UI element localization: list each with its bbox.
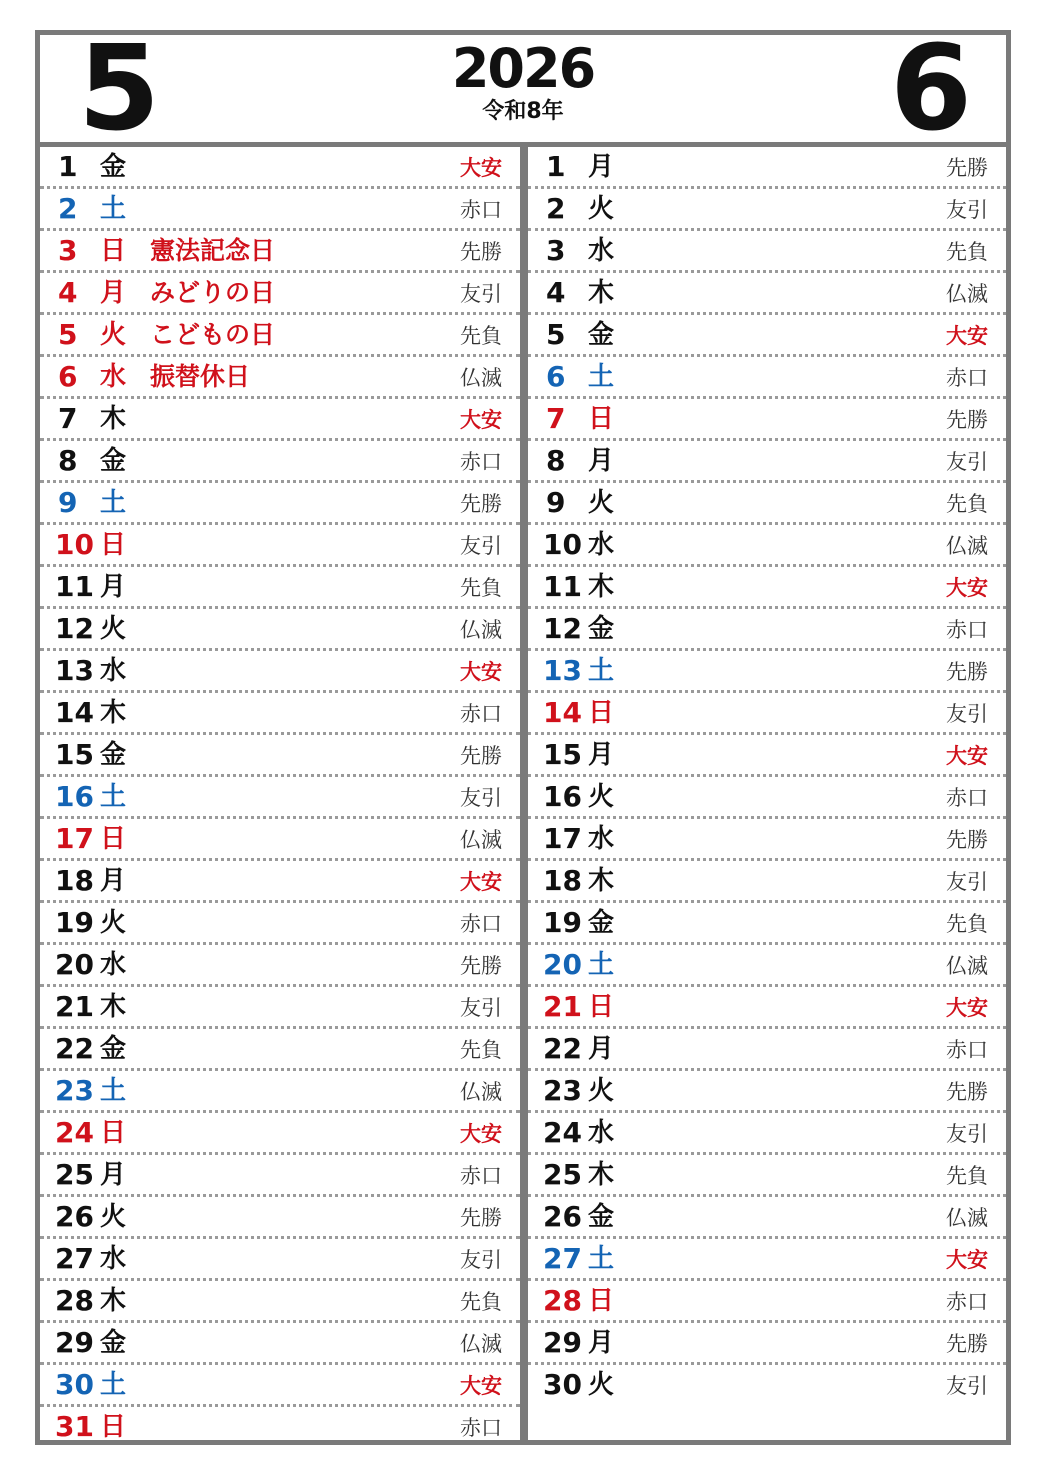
day-number: 23 <box>55 1074 94 1107</box>
rokuyo-label: 大安 <box>460 156 502 180</box>
weekday-label: 金 <box>100 446 127 476</box>
june-day-row <box>528 315 1006 357</box>
rokuyo-label: 赤口 <box>946 1290 988 1314</box>
day-number: 4 <box>546 276 566 309</box>
weekday-label: 土 <box>588 656 615 686</box>
right-month-number: 6 <box>890 19 973 157</box>
june-column <box>528 147 1006 1440</box>
day-number: 28 <box>55 1284 94 1317</box>
rokuyo-label: 仏滅 <box>460 1080 502 1104</box>
rokuyo-label: 友引 <box>946 870 988 894</box>
rokuyo-label: 先負 <box>946 1164 988 1188</box>
weekday-label: 火 <box>588 782 615 812</box>
weekday-label: 火 <box>100 320 127 350</box>
weekday-label: 日 <box>588 992 615 1022</box>
weekday-label: 水 <box>588 530 615 560</box>
june-day-row <box>528 1281 1006 1323</box>
weekday-label: 月 <box>588 1328 615 1358</box>
rokuyo-label: 大安 <box>460 660 502 684</box>
left-month-number: 5 <box>78 19 161 157</box>
june-day-row <box>528 693 1006 735</box>
rokuyo-label: 赤口 <box>460 450 502 474</box>
june-day-row <box>528 1197 1006 1239</box>
weekday-label: 日 <box>100 824 127 854</box>
weekday-label: 土 <box>588 950 615 980</box>
day-number: 1 <box>58 150 78 183</box>
weekday-label: 日 <box>588 1286 615 1316</box>
rokuyo-label: 仏滅 <box>946 1206 988 1230</box>
weekday-label: 土 <box>100 1370 127 1400</box>
rokuyo-label: 赤口 <box>460 702 502 726</box>
may-day-row <box>40 1365 520 1407</box>
calendar-frame <box>35 19 1011 1445</box>
rokuyo-label: 先負 <box>460 1290 502 1314</box>
may-day-row <box>40 273 520 315</box>
day-number: 5 <box>58 318 78 351</box>
weekday-label: 土 <box>100 1076 127 1106</box>
weekday-label: 水 <box>100 656 127 686</box>
rokuyo-label: 先勝 <box>460 492 502 516</box>
day-number: 11 <box>543 570 582 603</box>
rokuyo-label: 先勝 <box>946 408 988 432</box>
weekday-label: 木 <box>100 404 127 434</box>
rokuyo-label: 友引 <box>460 534 502 558</box>
day-number: 3 <box>58 234 78 267</box>
june-day-row <box>528 1113 1006 1155</box>
rokuyo-label: 友引 <box>946 702 988 726</box>
rokuyo-label: 先勝 <box>460 240 502 264</box>
day-number: 7 <box>546 402 566 435</box>
day-number: 23 <box>543 1074 582 1107</box>
weekday-label: 木 <box>588 278 615 308</box>
weekday-label: 水 <box>100 1244 127 1274</box>
day-number: 21 <box>543 990 582 1023</box>
day-number: 15 <box>543 738 582 771</box>
weekday-label: 土 <box>588 1244 615 1274</box>
weekday-label: 金 <box>100 1328 127 1358</box>
june-day-row <box>528 903 1006 945</box>
weekday-label: 日 <box>100 236 127 266</box>
day-number: 14 <box>55 696 94 729</box>
rokuyo-label: 赤口 <box>460 1164 502 1188</box>
day-number: 4 <box>58 276 78 309</box>
rokuyo-label: 赤口 <box>946 786 988 810</box>
weekday-label: 木 <box>588 572 615 602</box>
may-day-row <box>40 609 520 651</box>
may-day-row <box>40 945 520 987</box>
june-day-row <box>528 1365 1006 1407</box>
weekday-label: 水 <box>100 950 127 980</box>
rokuyo-label: 先勝 <box>460 1206 502 1230</box>
rokuyo-label: 大安 <box>460 1374 502 1398</box>
day-number: 22 <box>543 1032 582 1065</box>
day-number: 2 <box>58 192 78 225</box>
day-number: 26 <box>543 1200 582 1233</box>
rokuyo-label: 大安 <box>946 576 988 600</box>
weekday-label: 月 <box>100 572 127 602</box>
day-number: 10 <box>55 528 94 561</box>
june-day-row <box>528 609 1006 651</box>
day-number: 17 <box>55 822 94 855</box>
day-number: 7 <box>58 402 78 435</box>
may-day-row <box>40 1155 520 1197</box>
day-number: 24 <box>543 1116 582 1149</box>
may-day-row <box>40 399 520 441</box>
may-day-row <box>40 315 520 357</box>
may-day-row <box>40 861 520 903</box>
may-day-row <box>40 147 520 189</box>
rokuyo-label: 赤口 <box>460 198 502 222</box>
weekday-label: 火 <box>588 194 615 224</box>
rokuyo-label: 仏滅 <box>460 828 502 852</box>
day-number: 20 <box>55 948 94 981</box>
rokuyo-label: 友引 <box>946 450 988 474</box>
may-day-row <box>40 483 520 525</box>
day-number: 29 <box>55 1326 94 1359</box>
rokuyo-label: 先勝 <box>946 1080 988 1104</box>
day-number: 18 <box>543 864 582 897</box>
day-number: 15 <box>55 738 94 771</box>
june-day-row <box>528 231 1006 273</box>
weekday-label: 月 <box>588 1034 615 1064</box>
june-day-row <box>528 1239 1006 1281</box>
may-column <box>40 147 520 1443</box>
may-day-row <box>40 1239 520 1281</box>
day-number: 10 <box>543 528 582 561</box>
june-day-row <box>528 1029 1006 1071</box>
june-day-row <box>528 399 1006 441</box>
holiday-name: 憲法記念日 <box>150 236 276 265</box>
calendar-header <box>40 19 1006 157</box>
day-number: 29 <box>543 1326 582 1359</box>
weekday-label: 火 <box>588 1076 615 1106</box>
rokuyo-label: 先勝 <box>946 660 988 684</box>
may-day-row <box>40 357 520 399</box>
june-day-row <box>528 357 1006 399</box>
day-number: 9 <box>546 486 566 519</box>
rokuyo-label: 仏滅 <box>460 618 502 642</box>
rokuyo-label: 大安 <box>946 744 988 768</box>
rokuyo-label: 友引 <box>460 996 502 1020</box>
day-number: 25 <box>55 1158 94 1191</box>
may-day-row <box>40 1323 520 1365</box>
weekday-label: 日 <box>100 530 127 560</box>
rokuyo-label: 大安 <box>460 408 502 432</box>
rokuyo-label: 先勝 <box>946 1332 988 1356</box>
rokuyo-label: 先負 <box>946 912 988 936</box>
june-day-row <box>528 567 1006 609</box>
rokuyo-label: 友引 <box>460 282 502 306</box>
rokuyo-label: 先負 <box>460 324 502 348</box>
weekday-label: 月 <box>100 866 127 896</box>
rokuyo-label: 大安 <box>460 870 502 894</box>
may-day-row <box>40 651 520 693</box>
rokuyo-label: 赤口 <box>946 366 988 390</box>
day-number: 8 <box>546 444 566 477</box>
day-number: 8 <box>58 444 78 477</box>
may-day-row <box>40 1029 520 1071</box>
weekday-label: 金 <box>588 1202 615 1232</box>
may-day-row <box>40 1113 520 1155</box>
weekday-label: 日 <box>100 1118 127 1148</box>
day-number: 31 <box>55 1410 94 1443</box>
day-number: 20 <box>543 948 582 981</box>
weekday-label: 月 <box>588 446 615 476</box>
may-day-row <box>40 231 520 273</box>
weekday-label: 日 <box>100 1412 127 1442</box>
weekday-label: 金 <box>588 908 615 938</box>
june-day-row <box>528 861 1006 903</box>
weekday-label: 木 <box>100 698 127 728</box>
june-day-row <box>528 1323 1006 1365</box>
rokuyo-label: 友引 <box>460 786 502 810</box>
rokuyo-label: 先勝 <box>946 156 988 180</box>
may-day-row <box>40 1197 520 1239</box>
day-number: 19 <box>55 906 94 939</box>
day-number: 28 <box>543 1284 582 1317</box>
june-day-row <box>528 483 1006 525</box>
rokuyo-label: 仏滅 <box>460 1332 502 1356</box>
weekday-label: 金 <box>588 614 615 644</box>
may-day-row <box>40 1071 520 1113</box>
day-number: 21 <box>55 990 94 1023</box>
weekday-label: 水 <box>588 236 615 266</box>
weekday-label: 金 <box>100 740 127 770</box>
rokuyo-label: 仏滅 <box>946 282 988 306</box>
rokuyo-label: 友引 <box>460 1248 502 1272</box>
day-number: 27 <box>543 1242 582 1275</box>
day-number: 27 <box>55 1242 94 1275</box>
may-day-row <box>40 1407 520 1449</box>
day-number: 24 <box>55 1116 94 1149</box>
year-title: 2026 <box>451 37 595 100</box>
weekday-label: 土 <box>100 488 127 518</box>
june-day-row <box>528 735 1006 777</box>
day-number: 5 <box>546 318 566 351</box>
day-number: 19 <box>543 906 582 939</box>
may-day-row <box>40 525 520 567</box>
weekday-label: 火 <box>100 614 127 644</box>
weekday-label: 火 <box>100 908 127 938</box>
weekday-label: 木 <box>588 1160 615 1190</box>
rokuyo-label: 大安 <box>946 324 988 348</box>
day-number: 12 <box>55 612 94 645</box>
day-number: 30 <box>55 1368 94 1401</box>
june-day-row <box>528 189 1006 231</box>
may-day-row <box>40 567 520 609</box>
weekday-label: 金 <box>100 152 127 182</box>
may-day-row <box>40 987 520 1029</box>
rokuyo-label: 先負 <box>946 240 988 264</box>
era-label: 令和8年 <box>482 99 564 124</box>
rokuyo-label: 赤口 <box>946 618 988 642</box>
weekday-label: 水 <box>100 362 127 392</box>
rokuyo-label: 赤口 <box>460 912 502 936</box>
rokuyo-label: 赤口 <box>946 1038 988 1062</box>
weekday-label: 日 <box>588 698 615 728</box>
may-day-row <box>40 441 520 483</box>
weekday-label: 月 <box>100 1160 127 1190</box>
rokuyo-label: 友引 <box>946 1122 988 1146</box>
day-number: 12 <box>543 612 582 645</box>
day-number: 26 <box>55 1200 94 1233</box>
day-number: 1 <box>546 150 566 183</box>
weekday-label: 土 <box>100 782 127 812</box>
may-day-row <box>40 189 520 231</box>
may-day-row <box>40 1281 520 1323</box>
weekday-label: 木 <box>100 992 127 1022</box>
day-number: 16 <box>543 780 582 813</box>
weekday-label: 金 <box>100 1034 127 1064</box>
june-day-row <box>528 819 1006 861</box>
day-number: 30 <box>543 1368 582 1401</box>
rokuyo-label: 大安 <box>946 996 988 1020</box>
day-number: 6 <box>58 360 78 393</box>
june-day-row <box>528 525 1006 567</box>
june-day-row <box>528 273 1006 315</box>
day-number: 11 <box>55 570 94 603</box>
day-number: 3 <box>546 234 566 267</box>
holiday-name: みどりの日 <box>150 278 276 307</box>
weekday-label: 土 <box>588 362 615 392</box>
may-day-row <box>40 819 520 861</box>
june-day-row <box>528 945 1006 987</box>
day-number: 14 <box>543 696 582 729</box>
day-number: 17 <box>543 822 582 855</box>
day-number: 2 <box>546 192 566 225</box>
day-number: 13 <box>543 654 582 687</box>
may-day-row <box>40 693 520 735</box>
weekday-label: 月 <box>588 740 615 770</box>
weekday-label: 土 <box>100 194 127 224</box>
day-number: 22 <box>55 1032 94 1065</box>
weekday-label: 水 <box>588 824 615 854</box>
may-day-row <box>40 777 520 819</box>
weekday-label: 月 <box>588 152 615 182</box>
day-number: 18 <box>55 864 94 897</box>
june-day-row <box>528 441 1006 483</box>
rokuyo-label: 先勝 <box>460 744 502 768</box>
holiday-name: こどもの日 <box>150 320 276 349</box>
rokuyo-label: 先負 <box>460 576 502 600</box>
rokuyo-label: 先勝 <box>460 954 502 978</box>
june-day-row <box>528 147 1006 189</box>
weekday-label: 木 <box>588 866 615 896</box>
weekday-label: 木 <box>100 1286 127 1316</box>
weekday-label: 火 <box>588 1370 615 1400</box>
may-day-row <box>40 735 520 777</box>
rokuyo-label: 大安 <box>946 1248 988 1272</box>
day-number: 6 <box>546 360 566 393</box>
rokuyo-label: 先勝 <box>946 828 988 852</box>
june-day-row <box>528 1071 1006 1113</box>
rokuyo-label: 大安 <box>460 1122 502 1146</box>
rokuyo-label: 先負 <box>460 1038 502 1062</box>
weekday-label: 火 <box>588 488 615 518</box>
weekday-label: 金 <box>588 320 615 350</box>
rokuyo-label: 仏滅 <box>460 366 502 390</box>
day-number: 9 <box>58 486 78 519</box>
day-number: 25 <box>543 1158 582 1191</box>
rokuyo-label: 友引 <box>946 198 988 222</box>
column-divider <box>520 147 528 1440</box>
june-day-row <box>528 1155 1006 1197</box>
day-number: 13 <box>55 654 94 687</box>
june-day-row <box>528 987 1006 1029</box>
rokuyo-label: 仏滅 <box>946 954 988 978</box>
rokuyo-label: 友引 <box>946 1374 988 1398</box>
weekday-label: 月 <box>100 278 127 308</box>
rokuyo-label: 仏滅 <box>946 534 988 558</box>
holiday-name: 振替休日 <box>150 362 251 391</box>
weekday-label: 水 <box>588 1118 615 1148</box>
june-day-row <box>528 777 1006 819</box>
may-day-row <box>40 903 520 945</box>
june-day-row <box>528 651 1006 693</box>
weekday-label: 日 <box>588 404 615 434</box>
rokuyo-label: 赤口 <box>460 1416 502 1440</box>
weekday-label: 火 <box>100 1202 127 1232</box>
day-number: 16 <box>55 780 94 813</box>
rokuyo-label: 先負 <box>946 492 988 516</box>
